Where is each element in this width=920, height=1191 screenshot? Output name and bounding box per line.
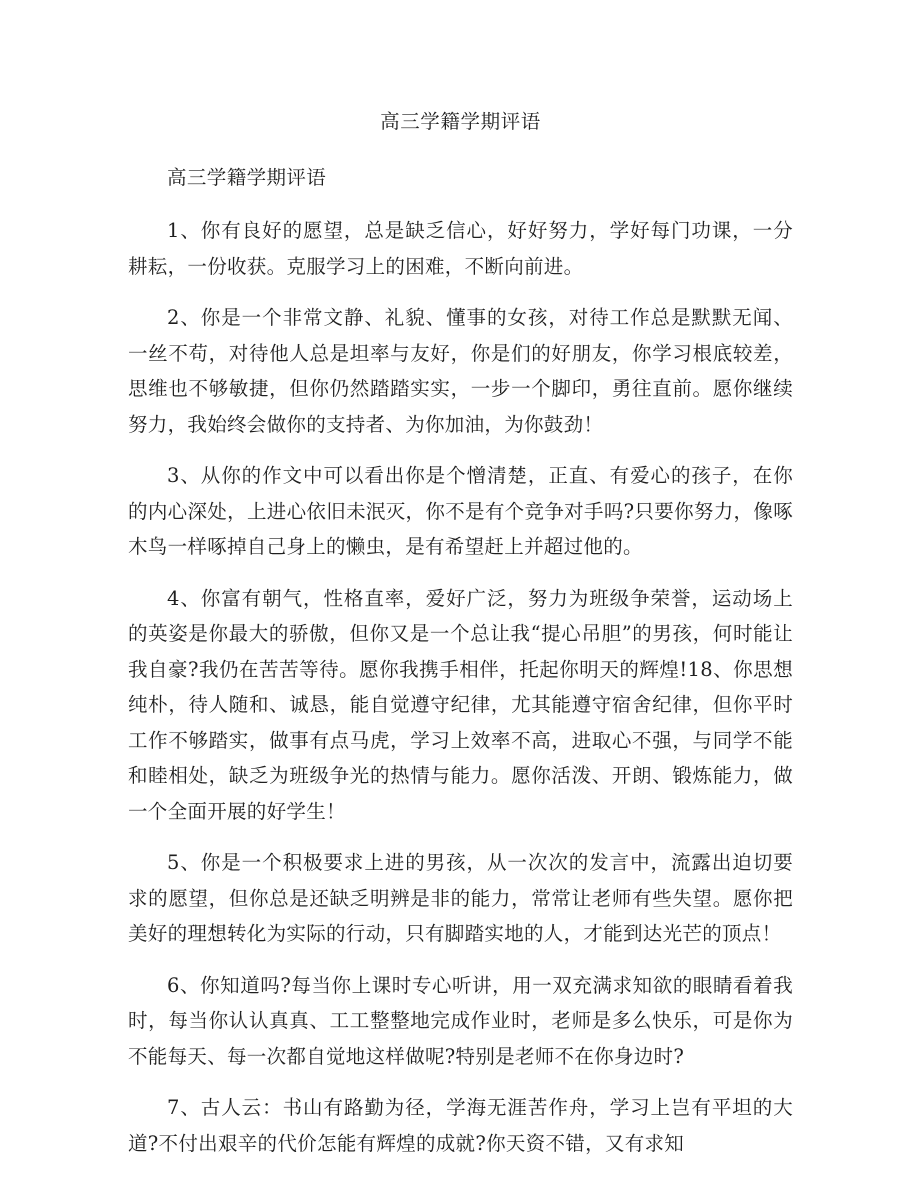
paragraph-3: 3、从你的作文中可以看出你是个憎清楚，正直、有爱心的孩子，在你的内心深处，上进心依旧未泯灭，你不是有个竞争对手吗?只要你努力，像啄木鸟一样啄掉自己身上的懒虫，是有希望赶上并超过他的。 [128,464,793,558]
document-content [128,105,793,1161]
paragraph-7: 7、古人云：书山有路勤为径，学海无涯苦作舟，学习上岂有平坦的大道?不付出艰辛的代价怎能有辉煌的成就?你天资不错，又有求知 [128,1096,793,1155]
paragraph-6: 6、你知道吗?每当你上课时专心听讲，用一双充满求知欲的眼睛看着我时，每当你认认真真、工工整整地完成作业时，老师是多么快乐，可是你为不能每天、每一次都自觉地这样做呢?特别是老师不在你身边时? [128,973,793,1068]
paragraph-5: 5、你是一个积极要求上进的男孩，从一次次的发言中，流露出迫切要求的愿望，但你总是还缺乏明辨是非的能力，常常让老师有些失望。愿你把美好的理想转化为实际的行动，只有脚踏实地的人，才能到达光芒的顶点！ [128,851,793,945]
page-title: 高三学籍学期评语 [380,110,541,133]
paragraph-4: 4、你富有朝气，性格直率，爱好广泛，努力为班级争荣誉，运动场上的英姿是你最大的骄傲，但你又是一个总让我“提心吊胆”的男孩，何时能让我自豪?我仍在苦苦等待。愿你我携手相伴，托起你明天的辉煌!18、你思想纯朴，待人随和、诚恳，能自觉遵守纪律，尤其能遵守宿舍纪律，但你平时工作不够踏实，做事有点马虎，学习上效率不高，进取心不强，与同学不能和睦相处，缺乏为班级争光的热情与能力。愿你活泼、开朗、锻炼能力，做一个全面开展的好学生！ [128,586,793,823]
paragraph-2: 2、你是一个非常文静、礼貌、懂事的女孩，对待工作总是默默无闻、一丝不苟，对待他人总是坦率与友好，你是们的好朋友，你学习根底较差，思维也不够敏捷，但你仍然踏踏实实，一步一个脚印，勇往直前。愿你继续努力，我始终会做你的支持者、为你加油，为你鼓劲！ [128,306,793,436]
paragraph-1: 1、你有良好的愿望，总是缺乏信心，好好努力，学好每门功课，一分耕耘，一份收获。克服学习上的困难，不断向前进。 [128,219,793,278]
document-subtitle: 高三学籍学期评语 [167,166,327,189]
